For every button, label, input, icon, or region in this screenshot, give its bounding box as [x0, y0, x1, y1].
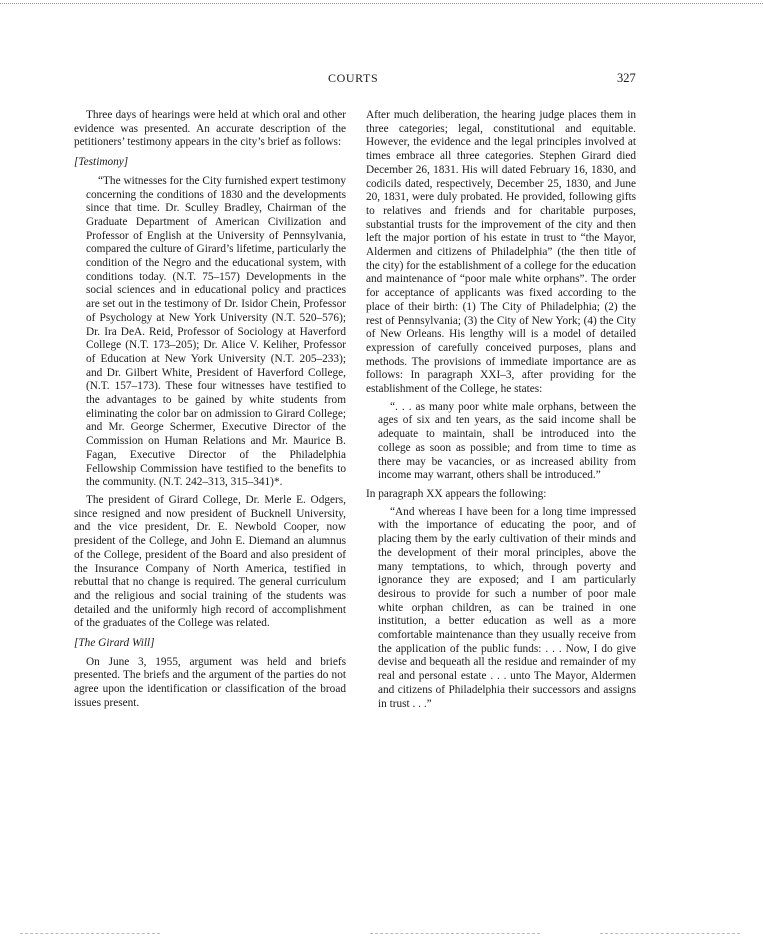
heading-testimony: [Testimony]: [74, 156, 129, 169]
intro-paragraph: Three days of hearings were held at which oral and other evidence was presented. An accurate description of the petitioners’ testimony appears in the city’s brief as follows:: [74, 109, 346, 149]
deliberation-paragraph: After much deliberation, the hearing judge places them in three categories; legal, constitutional and equitable. However, the evidence and the legal principles involved at times embrace all three categories. Stephen Girard died December 26, 1831. His will dated February 16, 1830, and codicils dated, respectively, December 25, 1830, and June 20, 1831, were duly probated. He provided, following gifts to relatives and friends and for charitable purposes, substantial trusts for the improvement of the city and then left the major portion of his estate in trust to “the Mayor, Aldermen and citizens of Philadelphia” (the then title of the city) for the establishment of a college for the education and maintenance of “poor male white orphans”. The order for acceptance of applicants was fixed according to the place of their birth: (1) The City of Philadelphia; (2) the rest of Pennsylvania; (3) the City of New York; (4) the City of New Orleans. His lengthy will is a model of detailed expression of carefully conceived purposes, plans and methods. The provisions of immediate importance are as follows: In paragraph XXI–3, after providing for the establishment of the College, he states:: [366, 109, 636, 396]
left-column: [74, 109, 346, 711]
heading-girard-will: [The Girard Will]: [74, 637, 155, 650]
argument-paragraph: On June 3, 1955, argument was held and briefs presented. The briefs and the argument of the parties do not agree upon the identification or classification of the broad issues present.: [74, 655, 346, 709]
page-number: 327: [617, 71, 636, 85]
right-column: [366, 109, 636, 711]
page-header: [0, 71, 763, 87]
running-head: COURTS: [328, 71, 379, 85]
quote-paragraph-xx: “And whereas I have been for a long time impressed with the importance of educating the poor, and of placing them by the early cultivation of their minds and the development of their moral principles, above the many temptations, to which, through poverty and ignorance they are exposed; and I am particularly desirous to provide for such a number of poor male white orphan children, as can be trained in one institution, a better education as well as a more comfortable maintenance than they usually receive from the application of the public funds: . . . Now, I do give devise and bequeath all the residue and remainder of my real and personal estate . . . unto The Mayor, Aldermen and citizens of Philadelphia their successors and assigns in trust . . .”: [378, 505, 636, 710]
president-paragraph: The president of Girard College, Dr. Merle E. Odgers, since resigned and now president of Bucknell University, and the vice president, Dr. E. Newbold Cooper, now president of the College, and John E. Diemand an alumnus of the College, president of the Board and also president of the Insurance Company of North America, testified in rebuttal that no change is required. The general curriculum and the religious and social training of the students was detailed and the uniformly high record of accomplishment of the graduates of the College was related.: [74, 493, 346, 630]
testimony-quote: “The witnesses for the City furnished expert testimony concerning the conditions of 1830 and the developments since that time. Dr. Sculley Bradley, Chairman of the Graduate Department of American Civilization and Professor of English at the University of Pennsylvania, compared the culture of Girard’s lifetime, particularly the condition of the Negro and the educational system, with conditions today. (N.T. 75–157) Developments in the social sciences and in educational policy and practices are set out in the testimony of Dr. Isidor Chein, Professor of Psychology at New York University (N.T. 520–576); Dr. Ira DeA. Reid, Professor of Sociology at Haverford College (N.T. 173–205); Dr. Alice V. Keliher, Professor of Education at New York University (N.T. 205–233); and Dr. Gilbert White, President of Haverford College, (N.T. 157–173). These four witnesses have testified to the advantages to be gained by white students from eliminating the color bar on admission to Girard College; and Mr. George Schermer, Executive Director of the Commission on Human Relations and Mr. Maurice B. Fagan, Executive Director of the Philadelphia Fellowship Commission have testified to the benefits to the community. (N.T. 242–313, 315–341)*.: [86, 174, 346, 489]
bottom-rule-center: [370, 933, 540, 934]
bottom-rule-right: [600, 933, 740, 934]
quote-paragraph-xxi: “. . . as many poor white male orphans, between the ages of six and ten years, as the said income shall be adequate to maintain, shall be introduced into the college as soon as possible; and from time to time as there may be vacancies, or as increased ability from income may warrant, others shall be introduced.”: [378, 400, 636, 482]
bottom-rule-left: [20, 933, 160, 934]
top-dotted-edge: [0, 3, 763, 4]
paragraph-xx-intro: In paragraph XX appears the following:: [366, 487, 547, 500]
